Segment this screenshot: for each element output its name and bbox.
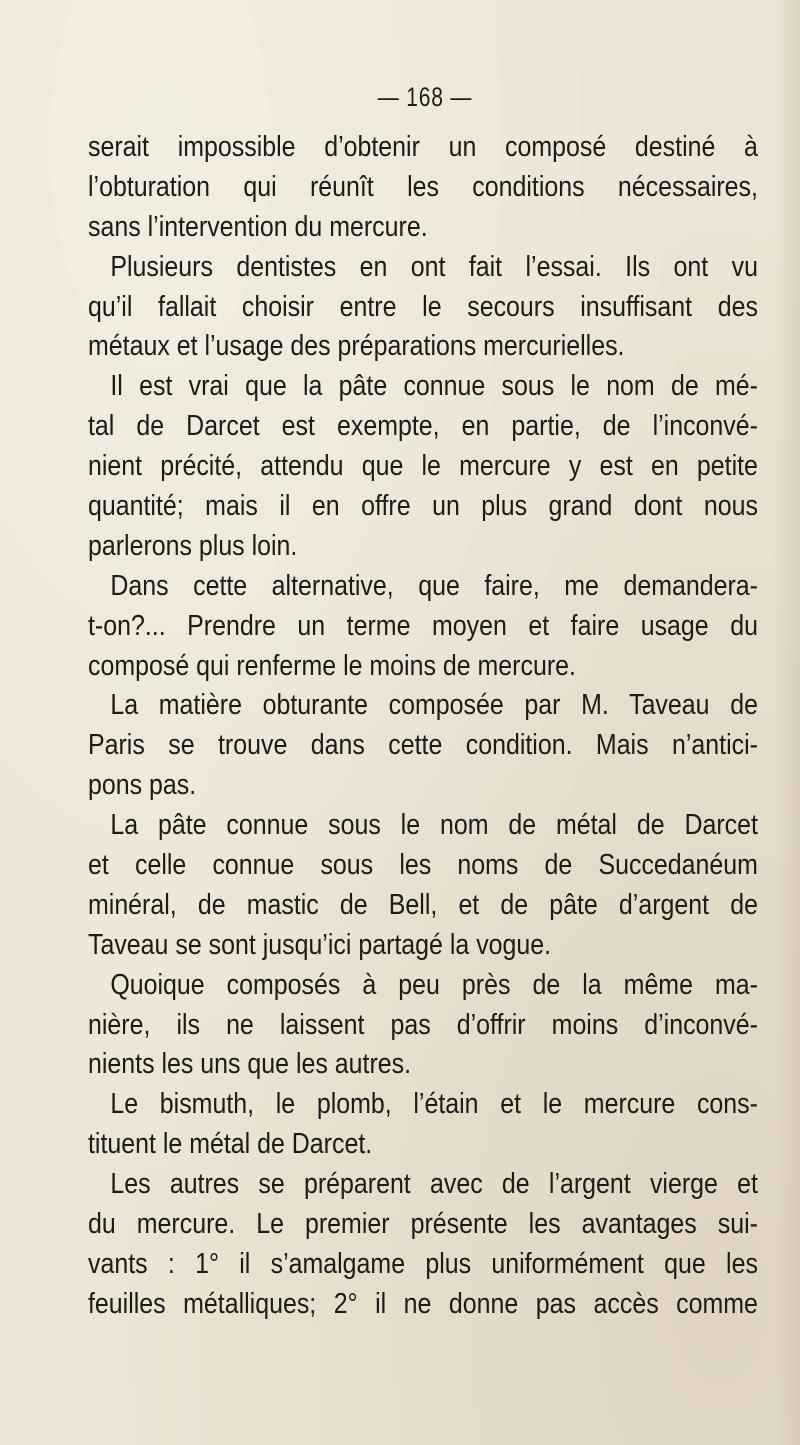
text-line: Les autres se préparent avec de l’argent vierge et <box>110 1168 758 1201</box>
text-line: Plusieurs dentistes en ont fait l’essai. Ils ont vu <box>110 250 758 283</box>
text-line: La matière obturante composée par M. Taveau de <box>110 689 758 722</box>
text-line: tal de Darcet est exempte, en partie, de l’inconvé- <box>88 410 758 443</box>
text-line: composé qui renferme le moins de mercure. <box>88 649 576 682</box>
text-line: t-on?... Prendre un terme moyen et faire usage du <box>88 609 758 642</box>
text-line: du mercure. Le premier présente les avantages sui- <box>88 1208 758 1241</box>
text-line: quantité; mais il en offre un plus grand dont nous <box>88 490 758 523</box>
text-line: parlerons plus loin. <box>88 529 298 562</box>
text-line: qu’il fallait choisir entre le secours insuffisant des <box>88 290 758 323</box>
page-number: — 168 — <box>377 82 473 112</box>
text-line: pons pas. <box>88 769 197 802</box>
text-line: Taveau se sont jusqu’ici partagé la vogue. <box>88 928 552 961</box>
text-line: Le bismuth, le plomb, l’étain et le mercure cons- <box>110 1088 758 1121</box>
text-line: Quoique composés à peu près de la même ma- <box>110 968 758 1001</box>
text-line: minéral, de mastic de Bell, et de pâte d’argent de <box>88 888 758 921</box>
text-line: et celle connue sous les noms de Succedanéum <box>88 849 758 882</box>
text-line: métaux et l’usage des préparations mercurielles. <box>88 330 625 363</box>
text-line: nient précité, attendu que le mercure y est en petite <box>88 450 758 483</box>
page-edge-shadow <box>774 0 800 1445</box>
text-line: serait impossible d’obtenir un composé destiné à <box>88 131 758 163</box>
text-line: feuilles métalliques; 2° il ne donne pas accès comme <box>88 1287 758 1320</box>
text-line: tituent le métal de Darcet. <box>88 1128 373 1161</box>
text-line: La pâte connue sous le nom de métal de Darcet <box>110 809 758 842</box>
text-line: Il est vrai que la pâte connue sous le nom de mé- <box>110 370 758 403</box>
text-line: nients les uns que les autres. <box>88 1048 412 1081</box>
text-line: Dans cette alternative, que faire, me demandera- <box>110 569 758 602</box>
text-line: nière, ils ne laissent pas d’offrir moins d’inconvé- <box>88 1008 758 1041</box>
text-line: sans l’intervention du mercure. <box>88 210 428 243</box>
text-line: l’obturation qui réunît les conditions nécessaires, <box>88 170 758 203</box>
text-line: Paris se trouve dans cette condition. Mais n’antici- <box>88 729 758 762</box>
text-line: vants : 1° il s’amalgame plus uniformément que les <box>88 1247 758 1280</box>
body-text <box>88 128 758 1325</box>
